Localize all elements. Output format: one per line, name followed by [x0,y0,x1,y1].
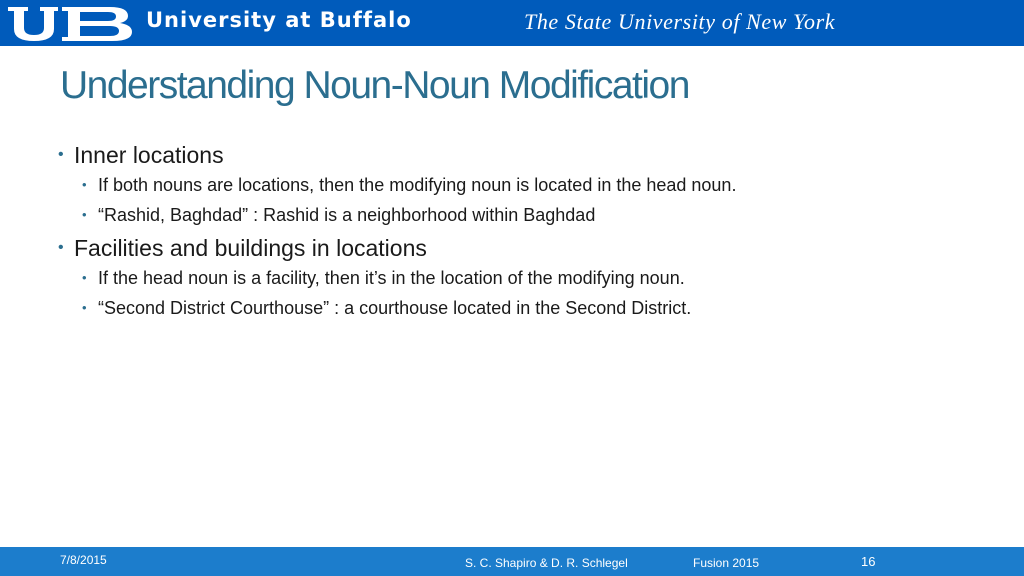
sub-bullet-item [58,293,998,323]
bullet-icon: • [58,146,64,163]
ub-logo-icon [6,4,136,42]
footer-conference: Fusion 2015 [693,556,760,570]
bullet-icon: • [58,239,64,256]
footer-authors: S. C. Shapiro & D. R. Schlegel [465,556,628,570]
bullet-icon: • [82,207,87,222]
slide-title: Understanding Noun-Noun Modification [60,64,689,107]
sub-bullet-item [58,200,998,230]
bullet-text: Inner locations [74,142,224,168]
bullet-icon: • [82,177,87,192]
bullet-list [58,140,998,323]
institution-subtitle: The State University of New York [524,9,836,34]
footer-bar [0,547,1024,576]
sub-bullet-text: If both nouns are locations, then the modifying noun is located in the head noun. [98,175,737,195]
sub-bullet-text: If the head noun is a facility, then it’s in the location of the modifying noun. [98,268,685,288]
bullet-icon: • [82,300,87,315]
bullet-item [58,233,998,263]
page-number: 16 [861,554,876,569]
bullet-item [58,140,998,170]
header-banner [0,0,1024,46]
sub-bullet-text: “Second District Courthouse” : a courthouse located in the Second District. [98,298,692,318]
bullet-text: Facilities and buildings in locations [74,235,427,261]
sub-bullet-text: “Rashid, Baghdad” : Rashid is a neighborhood within Baghdad [98,205,596,225]
sub-bullet-item [58,170,998,200]
institution-name: University at Buffalo [146,8,412,32]
sub-bullet-item [58,263,998,293]
footer-date: 7/8/2015 [60,553,107,567]
bullet-icon: • [82,270,87,285]
